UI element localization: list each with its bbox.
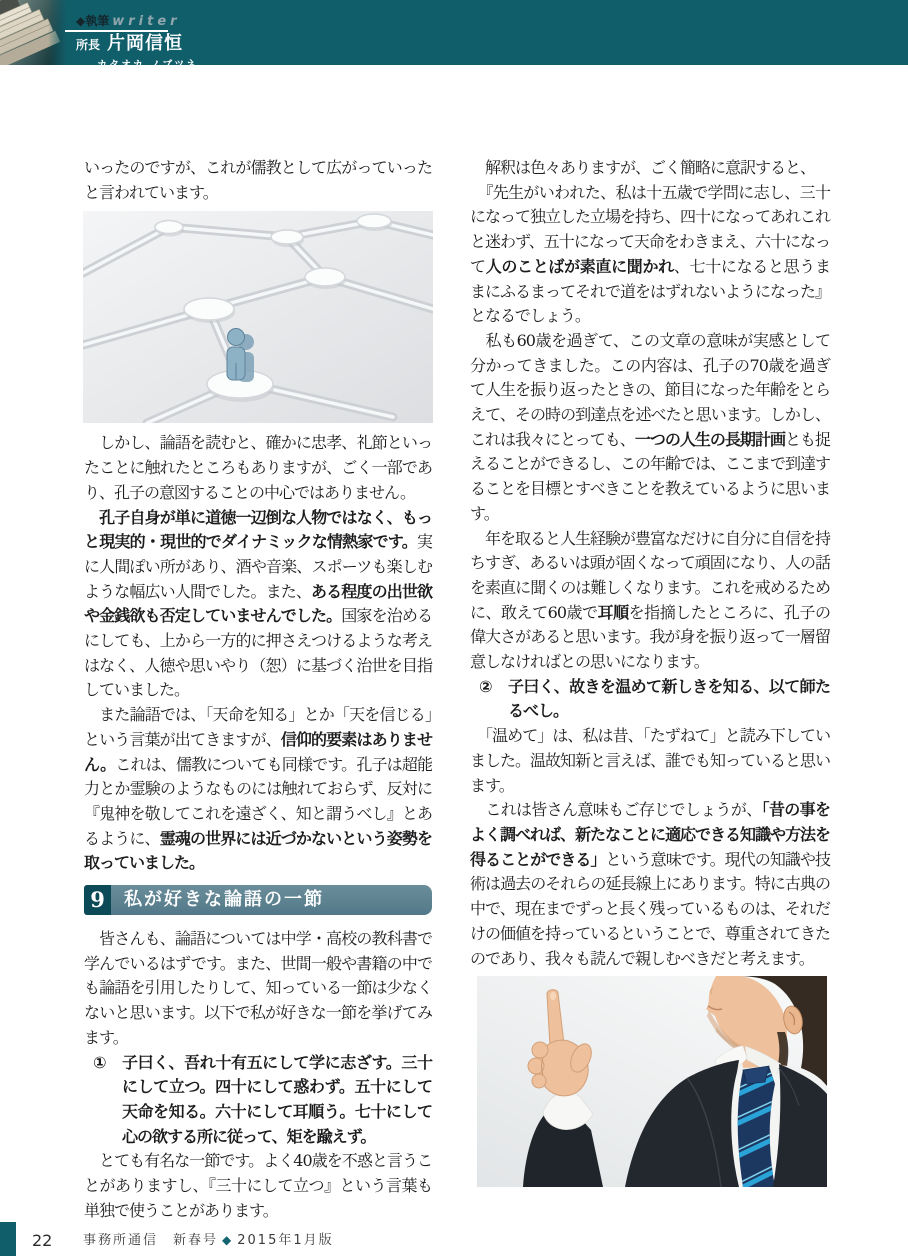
footer-accent-block bbox=[0, 1222, 16, 1256]
analects-quote-1 bbox=[84, 1051, 432, 1150]
author-name-line bbox=[76, 35, 198, 54]
edition-label: 2015年1月版 bbox=[237, 1233, 334, 1248]
writer-tag-label: ◆執筆 bbox=[76, 14, 110, 28]
diamond-icon: ◆ bbox=[222, 1233, 234, 1247]
section-title: 私が好きな論語の一節 bbox=[111, 885, 432, 915]
footer-info bbox=[83, 1229, 334, 1248]
author-role: 所長 bbox=[76, 38, 101, 52]
paragraph: 孔子自身が単に道徳一辺倒な人物ではなく、もっと現実的・現世的でダイナミックな情熱家です。実に人間ぽい所があり、酒や音楽、スポーツも楽しむような幅広い人間でした。また、ある程度の出世欲や金銭欲も否定していませんでした。国家を治めるにしても、上から一方的に押さえつけるような考えはなく、人徳や思いやり（恕）に基づく治世を目指していました。 bbox=[84, 507, 432, 700]
analects-quote-2 bbox=[470, 675, 830, 724]
quote-number: ② bbox=[479, 676, 492, 696]
books-photo bbox=[0, 0, 67, 65]
network-illustration bbox=[83, 211, 433, 423]
section-number: 9 bbox=[84, 885, 111, 915]
page-number: 22 bbox=[32, 1231, 53, 1250]
publication-title: 事務所通信 新春号 bbox=[83, 1233, 219, 1248]
paragraph: これは皆さん意味もご存じでしょうが、「昔の事をよく調べれば、新たなことに適応できる知識や方法を得ることができる」という意味です。現代の知識や技術は過去のそれらの延長線上にあります。特に古典の中で、現在までずっと長く残っているものは、それだけの価値を持っているということで、尊重されてきたのであり、我々も読んで親しむべきだと考えます。 bbox=[470, 800, 831, 968]
writer-tagline bbox=[76, 15, 198, 28]
paragraph: とても有名な一節です。よく40歳を不惑と言うことがありますし、『三十にして立つ』という言葉も単独で使うことがあります。 bbox=[84, 1151, 432, 1220]
paragraph: 「温めて」は、私は昔、「たずねて」と読み下していました。温故知新と言えば、誰でも知っていると思います。 bbox=[470, 726, 831, 795]
businessman-photo bbox=[477, 976, 827, 1187]
quote-number: ① bbox=[93, 1052, 106, 1072]
paragraph: 私も60歳を過ぎて、この文章の意味が実感として分かってきました。この内容は、孔子の70歳を過ぎて人生を振り返ったときの、節目になった年齢をとらえて、その時の到達点を述べたと思います。しかし、これは我々にとっても、一つの人生の長期計画とも捉えることができるし、この年齢では、ここまで到達することを目標とすべきことを教えているように思います。 bbox=[470, 330, 831, 523]
header-band bbox=[0, 0, 908, 71]
paragraph: いったのですが、これが儒教として広がっていったと言われています。 bbox=[84, 158, 432, 202]
paragraph: また論語では、「天命を知る」とか「天を信じる」という言葉が出てきますが、信仰的要素はありません。これは、儒教についても同様です。孔子は超能力とか霊験のようなものには触れておらず、反対に『鬼神を敬してこれを遠ざく、知と謂うべし』とあるように、霊魂の世界には近づかないという姿勢を取っていました。 bbox=[84, 705, 432, 873]
writer-tag-en: writer bbox=[112, 14, 181, 29]
paragraph: しかし、論語を読むと、確かに忠孝、礼節といったことに触れたところもありますが、ごく一部であり、孔子の意図することの中心ではありません。 bbox=[84, 433, 432, 502]
paragraph: 『先生がいわれた、私は十五歳で学問に志し、三十になって独立した立場を持ち、四十になってあれこれと迷わず、五十になって天命をわきまえ、六十になって人のことばが素直に聞かれ、七十になると思うままにふるまってそれで道をはずれないようになった』となるでしょう。 bbox=[470, 182, 831, 326]
header-author-block bbox=[76, 15, 198, 71]
header-rule bbox=[65, 30, 168, 32]
section-heading bbox=[84, 885, 432, 915]
paragraph: 解釈は色々ありますが、ごく簡略に意訳すると、 bbox=[470, 158, 816, 177]
left-column bbox=[84, 156, 432, 1224]
paragraph: 皆さんも、論語については中学・高校の教科書で学んでいるはずです。また、世間一般や書籍の中でも論語を引用したりして、知っている一節は少なくないと思います。以下で私が好きな一節を挙げてみます。 bbox=[84, 929, 432, 1047]
figure-person-icon bbox=[227, 329, 254, 383]
quote-text: 子曰く、吾れ十有五にして学に志ざす。三十にして立つ。四十にして惑わず。五十にして天命を知る。六十にして耳順う。七十にして心の欲する所に従って、矩を踰えず。 bbox=[122, 1052, 432, 1146]
right-column bbox=[470, 156, 830, 1187]
quote-text: 子曰く、故きを温めて新しきを知る、以て師たるべし。 bbox=[508, 676, 830, 721]
author-name-kana: カタオカ ノブツネ bbox=[97, 60, 198, 71]
author-name: 片岡信恒 bbox=[107, 33, 184, 54]
paragraph: 年を取ると人生経験が豊富なだけに自分に自信を持ちすぎ、あるいは頭が固くなって頑固になり、人の話を素直に聞くのは難しくなります。これを戒めるために、敢えて60歳で耳順を指摘したところに、孔子の偉大さがあると思います。我が身を振り返って一層留意しなければとの思いになります。 bbox=[470, 528, 831, 672]
